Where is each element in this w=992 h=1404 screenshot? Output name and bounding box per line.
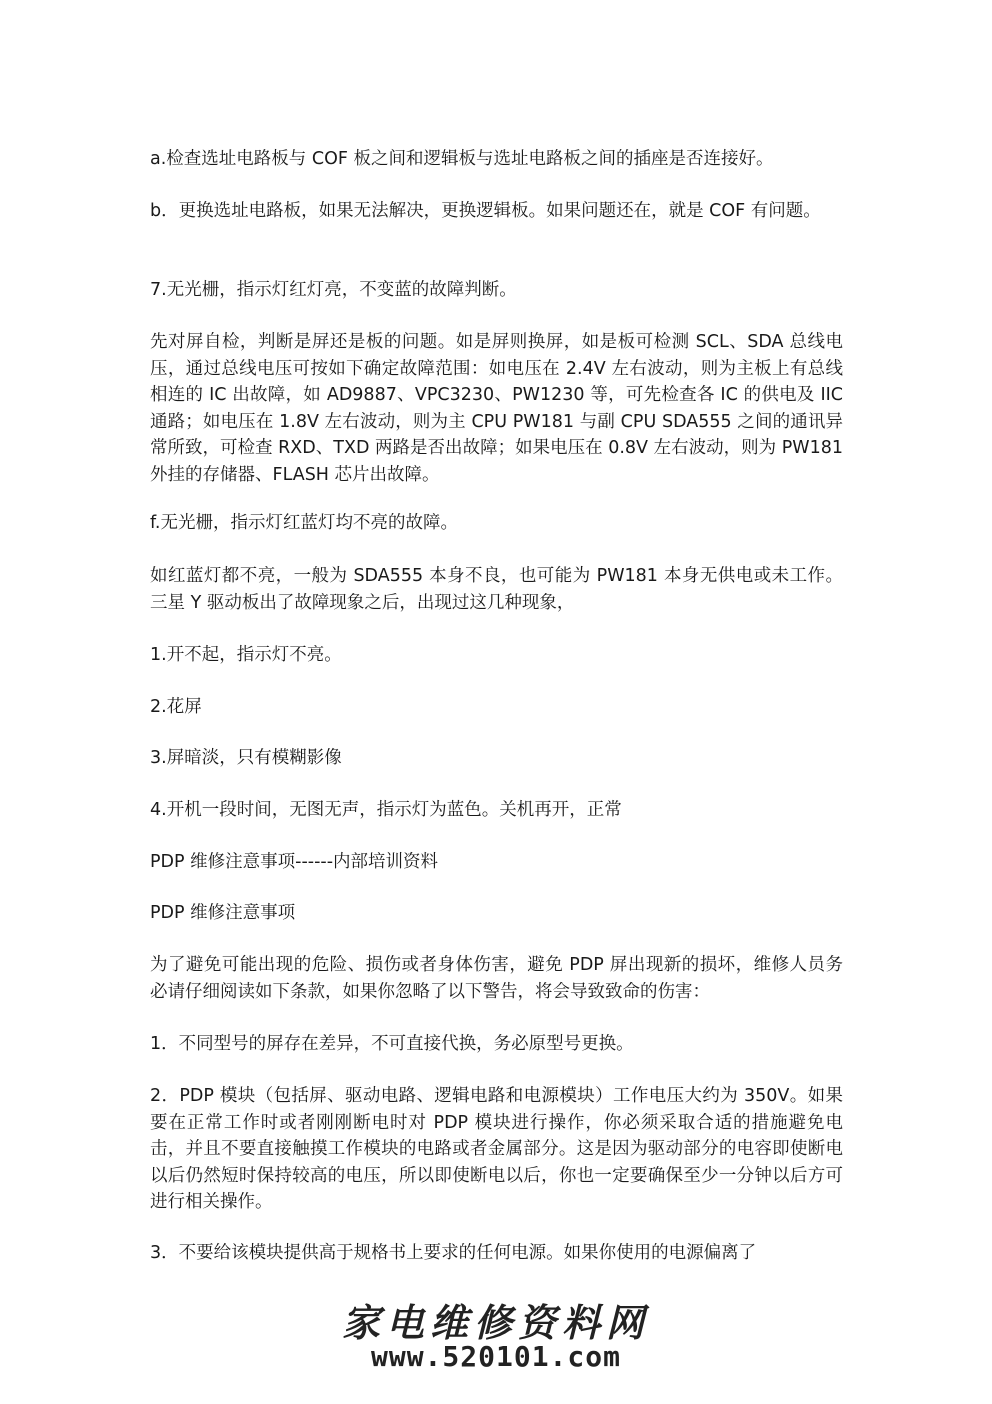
list-item-2: 2.花屏 [150, 697, 202, 717]
paragraph-bus-voltage-diagnosis: 先对屏自检，判断是屏还是板的问题。如是屏则换屏，如是板可检测 SCL、SDA 总线电压，通过总线电压可按如下确定故障范围：如电压在 2.4V 左右波动，则为主板上有总线相连的 IC 出故障，如 AD9887、VPC3230、PW1230 等，可先检查各 IC 的供电及 IIC 通路；如电压在 1.8V 左右波动，则为主 CPU PW181 与副 CPU SDA555 之间的通讯异常所致，可检查 RXD、TXD 两路是否出故障；如果电压在 0.8V 左右波动，则为 PW181 外挂的存储器、FLASH 芯片出故障。 [150, 332, 843, 485]
paragraph-check-sockets: a.检查选址电路板与 COF 板之间和逻辑板与选址电路板之间的插座是否连接好。 [150, 149, 774, 169]
paragraph-heading-no-raster-off: f.无光栅，指示灯红蓝灯均不亮的故障。 [150, 513, 458, 533]
precaution-item-1: 1．不同型号的屏存在差异，不可直接代换，务必原型号更换。 [150, 1034, 634, 1054]
paragraph-replace-boards: b．更换选址电路板，如果无法解决，更换逻辑板。如果问题还在，就是 COF 有问题。 [150, 201, 821, 221]
paragraph-warning-intro: 为了避免可能出现的危险、损伤或者身体伤害，避免 PDP 屏出现新的损坏，维修人员务必请仔细阅读如下条款，如果你忽略了以下警告，将会导致致命的伤害： [150, 955, 843, 1002]
precaution-item-3: 3．不要给该模块提供高于规格书上要求的任何电源。如果你使用的电源偏离了 [150, 1243, 757, 1263]
footer-url: www.520101.com [370, 1340, 621, 1373]
precaution-item-2: 2．PDP 模块（包括屏、驱动电路、逻辑电路和电源模块）工作电压大约为 350V。如果要在正常工作时或者刚刚断电时对 PDP 模块进行操作，你必须采取合适的措施避免电击，并且不要直接触摸工作模块的电路或者金属部分。这是因为驱动部分的电容即使断电以后仍然短时保持较高的电压，所以即使断电以后，你也一定要确保至少一分钟以后方可进行相关操作。 [150, 1086, 843, 1212]
list-item-1: 1.开不起，指示灯不亮。 [150, 645, 342, 665]
paragraph-red-blue-off: 如红蓝灯都不亮，一般为 SDA555 本身不良，也可能为 PW181 本身无供电或未工作。三星 Y 驱动板出了故障现象之后，出现过这几种现象， [150, 566, 843, 613]
paragraph-heading-no-raster-red: 7.无光栅，指示灯红灯亮，不变蓝的故障判断。 [150, 280, 517, 300]
section-title-training: PDP 维修注意事项------内部培训资料 [150, 852, 439, 872]
section-title-precautions: PDP 维修注意事项 [150, 903, 296, 923]
list-item-3: 3.屏暗淡，只有模糊影像 [150, 748, 342, 768]
footer-site-name: 家电维修资料网 [341, 1300, 650, 1345]
list-item-4: 4.开机一段时间，无图无声，指示灯为蓝色。关机再开，正常 [150, 800, 622, 820]
